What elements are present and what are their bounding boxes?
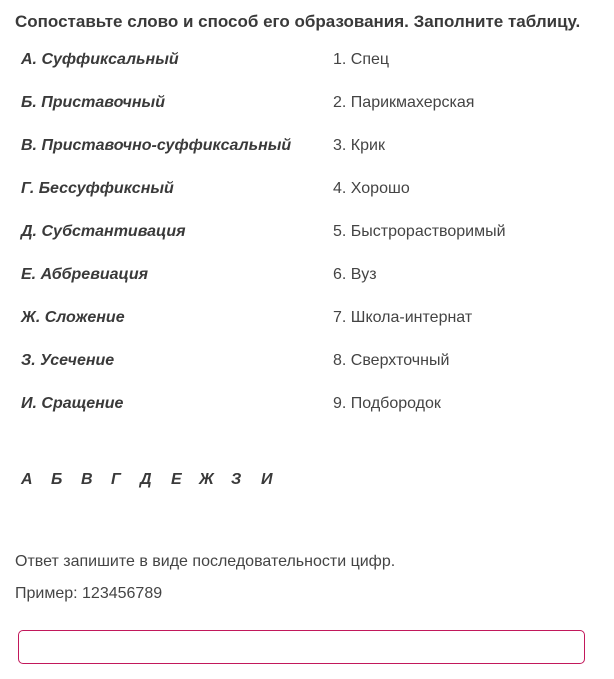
letter-label: В: [81, 471, 93, 488]
letter-label: Д: [140, 471, 152, 488]
formation-method: Е. Аббревиация: [21, 266, 149, 283]
answer-letters-header: [0, 471, 614, 495]
table-row: [0, 94, 614, 118]
letter-label: З: [231, 471, 242, 488]
table-row: [0, 352, 614, 376]
formation-method: Г. Бессуффиксный: [21, 180, 174, 197]
formation-method: З. Усечение: [21, 352, 115, 369]
letter-label: Б: [51, 471, 63, 488]
word-item: 8. Сверхточный: [333, 352, 450, 369]
letter-label: Ж: [199, 471, 214, 488]
formation-method: Б. Приставочный: [21, 94, 165, 111]
word-item: 3. Крик: [333, 137, 385, 154]
formation-method: И. Сращение: [21, 395, 124, 412]
formation-method: А. Суффиксальный: [21, 51, 179, 68]
formation-method: Ж. Сложение: [21, 309, 125, 326]
letter-label: Г: [111, 471, 121, 488]
word-item: 6. Вуз: [333, 266, 377, 283]
answer-example: Пример: 123456789: [15, 585, 163, 602]
word-item: 7. Школа-интернат: [333, 309, 473, 326]
table-row: [0, 223, 614, 247]
word-item: 9. Подбородок: [333, 395, 441, 412]
table-row: [0, 51, 614, 75]
formation-method: Д. Субстантивация: [21, 223, 186, 240]
table-row: [0, 266, 614, 290]
formation-method: В. Приставочно-суффиксальный: [21, 137, 292, 154]
word-item: 2. Парикмахерская: [333, 94, 475, 111]
table-row: [0, 180, 614, 204]
task-title: Сопоставьте слово и способ его образования. Заполните таблицу.: [15, 12, 581, 31]
letter-label: И: [261, 471, 273, 488]
table-row: [0, 395, 614, 419]
word-item: 4. Хорошо: [333, 180, 410, 197]
letter-label: Е: [171, 471, 182, 488]
table-row: [0, 137, 614, 161]
letter-label: А: [21, 471, 33, 488]
answer-instruction: Ответ запишите в виде последовательности цифр.: [15, 553, 396, 570]
word-item: 1. Спец: [333, 51, 390, 68]
table-row: [0, 309, 614, 333]
answer-input[interactable]: [18, 630, 585, 664]
word-item: 5. Быстрорастворимый: [333, 223, 506, 240]
